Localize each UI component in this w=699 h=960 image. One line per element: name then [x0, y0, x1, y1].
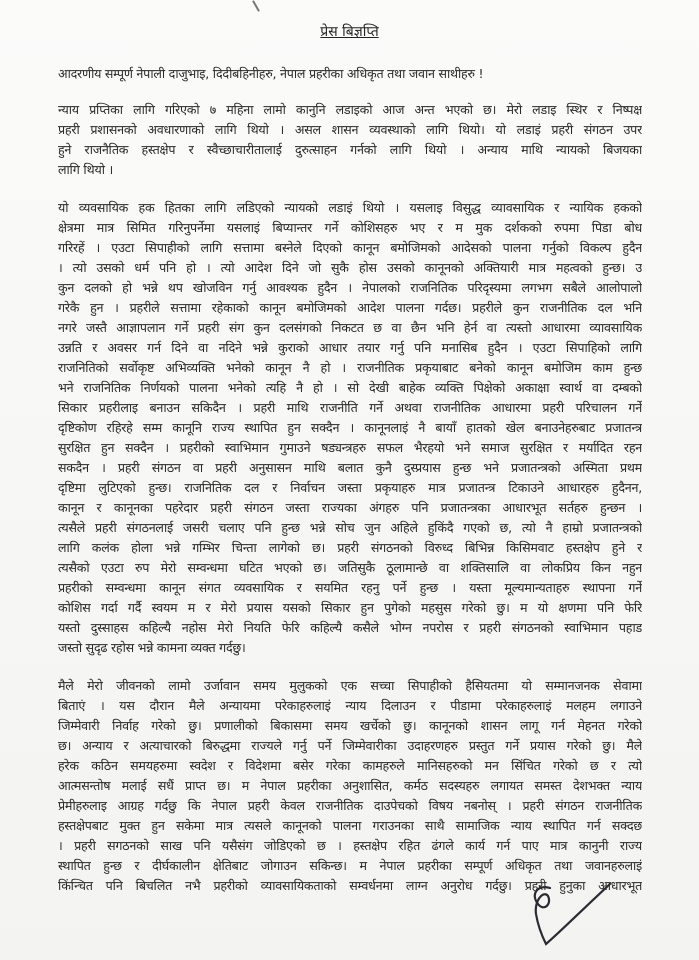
paragraph-line: भने राजनितिक निर्णयको पालना भनेको त्यहि नै हो । सो देखी बाहेक व्यक्ति पिक्षेको अकाक्षा स्वार्थ वा दम्बको: [58, 380, 642, 395]
signature-icon: [520, 880, 620, 950]
paragraph-line: कानून र कानूनका पहरेदार प्रहरी संगठन जस्ता राज्यका अंगहरु पनि प्रजातन्त्रका आधारभूत सर्तहरु हुन्छन ।: [58, 500, 642, 515]
paragraph-line: किंन्चित पनि बिचलित नभै प्रहरीको व्यावसायिकताको सम्वर्धनमा लाग्न अनुरोध गर्दछु। प्रहरी हुनुका आधारभूत: [58, 878, 642, 893]
paragraph-line: कोशिस गर्दा गर्दै स्वयम म र मेरो प्रयास यसको सिकार हुन पुगेको महसुस गरेको छु। म यो क्षणमा पनि फेरि: [58, 600, 642, 615]
paragraph-line: न्याय प्रप्तिका लागि गरिएको ७ महिना लामो कानुनि लडाइको आज अन्त भएको छ। मेरो लडाइ स्थिर र निष्पक्ष: [58, 102, 642, 117]
paragraph-line: गरिरहें । एउटा सिपाहीको लागि सत्तामा बस्नेले दिएको कानून बमोजिमको आदेसको पालना गर्नुको विकल्प हुदैन: [58, 240, 642, 255]
paragraph-line: जिम्मेवारी निर्वाह गरेको छु। प्रणालीको बिकासमा समय खर्चेको छु। कानूनको शासन लागू गर्न मेहनत गरेको: [58, 718, 642, 733]
paragraph-line: जस्तो सुदृढ रहोस भन्ने कामना व्यक्त गर्दछु।: [58, 640, 246, 655]
paragraph-line: प्रहरी प्रशासनको अवधारणाको लागि थियो । असल शासन व्यवस्थाको लागि थियो। यो लडाइं प्रहरी संगठन उपर: [58, 122, 642, 137]
paragraph-line: सकदैन । प्रहरी संगठन वा प्रहरी अनुसासन माथि बलात कुनै दुस्प्रयास हुन्छ भने प्रजातन्त्रको अस्मिता प्रथम: [58, 460, 642, 475]
paragraph-line: दृष्टिकोण रहिरहे सम्म कानूनि राज्य स्थापित हुन सक्दैन । कानूनलाइं नै बायाँ हातको खेल बनाउनेहरुबाट प्रजातन्त्र: [58, 420, 642, 435]
paragraph-line: उन्नति र अवसर गर्न दिने वा नदिने भन्ने कुराको आधार तयार गर्नु पनि मनासिब हुदैन । एउटा सिपाहिको लागि: [58, 340, 642, 355]
paragraph-line: दृष्टिमा लुटिएको हुन्छ। राजनितिक दल र निर्वाचन जस्ता प्रकृयाहरु मात्र प्रजातन्त्र टिकाउने आधारहरु हुदैनन,: [58, 480, 642, 495]
paragraph-line: । त्यो उसको धर्म पनि हो । त्यो आदेश दिने जो सुकै होस उसको कानूनको अक्तियारी मात्र महत्वको हुन्छ। उ: [58, 260, 642, 275]
paragraph-line: लागि कलंक होला भन्ने गम्भिर चिन्ता लागेको छ। प्रहरी संगठनको विरुध्द बिभिन्न किसिमवाट हस्तक्षेप हुने र: [58, 540, 642, 555]
paragraph-line: हस्तक्षेपबाट मुक्त हुन सकेमा मात्र त्यसले कानूनको पालना गराउनका साथै सामाजिक न्याय स्थापित गर्न सक्दछ: [58, 818, 642, 833]
paragraph-line: प्रेमीहरुलाइ आग्रह गर्दछु कि नेपाल प्रहरी केवल राजनीतिक दाउपेचको विषय नबनोस् । प्रहरी संगठन राजनीतिक: [58, 798, 642, 813]
paragraph-line: त्यसैको एउटा रुप मेरो सम्वन्धमा घटित भएको छ। जतिसुकै ठूलामान्छे वा शक्तिसालि वा लोकप्रिय किन नहुन: [58, 560, 642, 575]
paragraph-line: सिकार प्रहरीलाइ बनाउन सकिदैन । प्रहरी माथि राजनीति गर्ने अथवा राजनीतिक आधारमा प्रहरी परिचालन गर्ने: [58, 400, 642, 415]
paragraph-line: राजनितिको सर्वोकृष्ट अभिव्यक्ति भनेको कानून नै हो । राजनीतिक प्रकृयाबाट बनेको कानून बमोजिम काम हुन्छ: [58, 360, 642, 375]
paragraph-line: गरेकै हुन । प्रहरीले सत्तामा रहेकाको कानून बमोजिमको आदेश पालना गर्दछ। प्रहरीले कुन राजनीतिक दल भनि: [58, 300, 642, 315]
paragraph-line: हुने राजनैतिक हस्तक्षेप र स्वैच्छाचारीतालाई दुरुत्साहन गर्नको लागि थियो । अन्याय माथि न्यायको बिजयका: [58, 142, 642, 157]
paragraph-line: यो व्यवसायिक हक हितका लागि लडिएको न्यायको लडाइं थियो । यसलाइ विसुद्ध व्यावसायिक र न्यायिक हकको: [58, 200, 642, 215]
paragraph-line: यस्तो दुस्साहस कहिल्यै नहोस मेरो नियति फेरि कहिल्यै कसैले भोग्न नपरोस र प्रहरी संगठनको स्वाभिमान पहाड: [58, 620, 642, 635]
paragraph-line: मैले मेरो जीवनको लामो उर्जावान समय मुलुकको एक सच्चा सिपाहीको हैसियतमा यो सम्मानजनक सेवामा: [58, 678, 642, 693]
salutation: आदरणीय सम्पूर्ण नेपाली दाजुभाइ, दिदीबहिनीहरु, नेपाल प्रहरीका अधिकृत तथा जवान साथीहरु !: [58, 66, 484, 81]
paragraph-line: । प्रहरी सगठनको साख पनि यसैसंग जोडिएको छ । हस्तक्षेप रहित ढंगले कार्य गर्न पाए मात्र कानुनी राज्य: [58, 838, 642, 853]
scan-mark: [252, 0, 260, 11]
paragraph-line: स्थापित हुन्छ र दीर्घकालीन क्षेतिबाट जोगाउन सकिन्छ। म नेपाल प्रहरीका सम्पूर्ण अधिकृत तथा जवानहरुलाइं: [58, 858, 642, 873]
paragraph-line: नगरे जस्तै आज्ञापलान गर्ने प्रहरी संग कुन दलसंगको निकटत छ वा छैन भनि हेर्न वा त्यस्तो आधारमा व्यावसायिक: [58, 320, 642, 335]
paragraph-line: सुरक्षित हुन सक्दैन । प्रहरीको स्वाभिमान गुमाउने षड्यन्त्रहरु सफल भैरहयो भने समाज सुरक्षित र मर्यादित रहन: [58, 440, 642, 455]
paragraph-line: लागि थियो ।: [58, 162, 114, 177]
paragraph-line: छ। अन्याय र अत्याचारको बिरुद्धमा राज्यले गर्नु पर्ने जिम्मेवारीका उदाहरणहरु प्रस्तुत गर्ने प्रयास गरेको छु। मैले: [58, 738, 642, 753]
paragraph-line: क्षेत्रमा मात्र सिमित गरिनुपर्नेमा यसलाइं बिप्यान्तर गर्ने कोशिसहरु भए र म मुक दर्शकको रुपमा पिडा बोध: [58, 220, 642, 235]
paragraph-line: कुन दलको हो भन्ने थप खोजविन गर्नु आवश्यक हुदैन । नेपालको राजनितिक परिदृस्यमा लगभग सबैले आलोपालो: [58, 280, 642, 295]
paragraph-line: हरेक कठिन समयहरुमा स्वदेश र विदेशमा बसेर गरेका कामहरुले मानिसहरुको मन सिंचित गरेको छ र त्यो: [58, 758, 642, 773]
paragraph-line: आत्मसन्तोष मलाई सधैं प्राप्त छ। म नेपाल प्रहरीका अनुशासित, कर्मठ सदस्यहरु लगायत समस्त देशभक्त न्याय: [58, 778, 642, 793]
document-title: प्रेस बिज्ञप्ति: [320, 24, 379, 40]
paragraph-line: त्यसैले प्रहरी संगठनलाई जसरी चलाए पनि हुन्छ भन्ने सोच जुन अहिले हुकिंदै गएको छ, त्यो नै हाम्रो प्रजातन्त्रको: [58, 520, 642, 535]
paragraph-line: बिताएं । यस दौरान मैले अन्यायमा परेकाहरुलाइं न्याय दिलाउन र पीडामा परेकाहरुलाइं मलहम लगाउने: [58, 698, 642, 713]
paragraph-line: प्रहरीको सम्वन्धमा कानून संगत व्यवसायिक र सयमित रहनु पर्ने हुन्छ । यस्ता मूल्यमान्यताहरु स्थापना गर्ने: [58, 580, 642, 595]
